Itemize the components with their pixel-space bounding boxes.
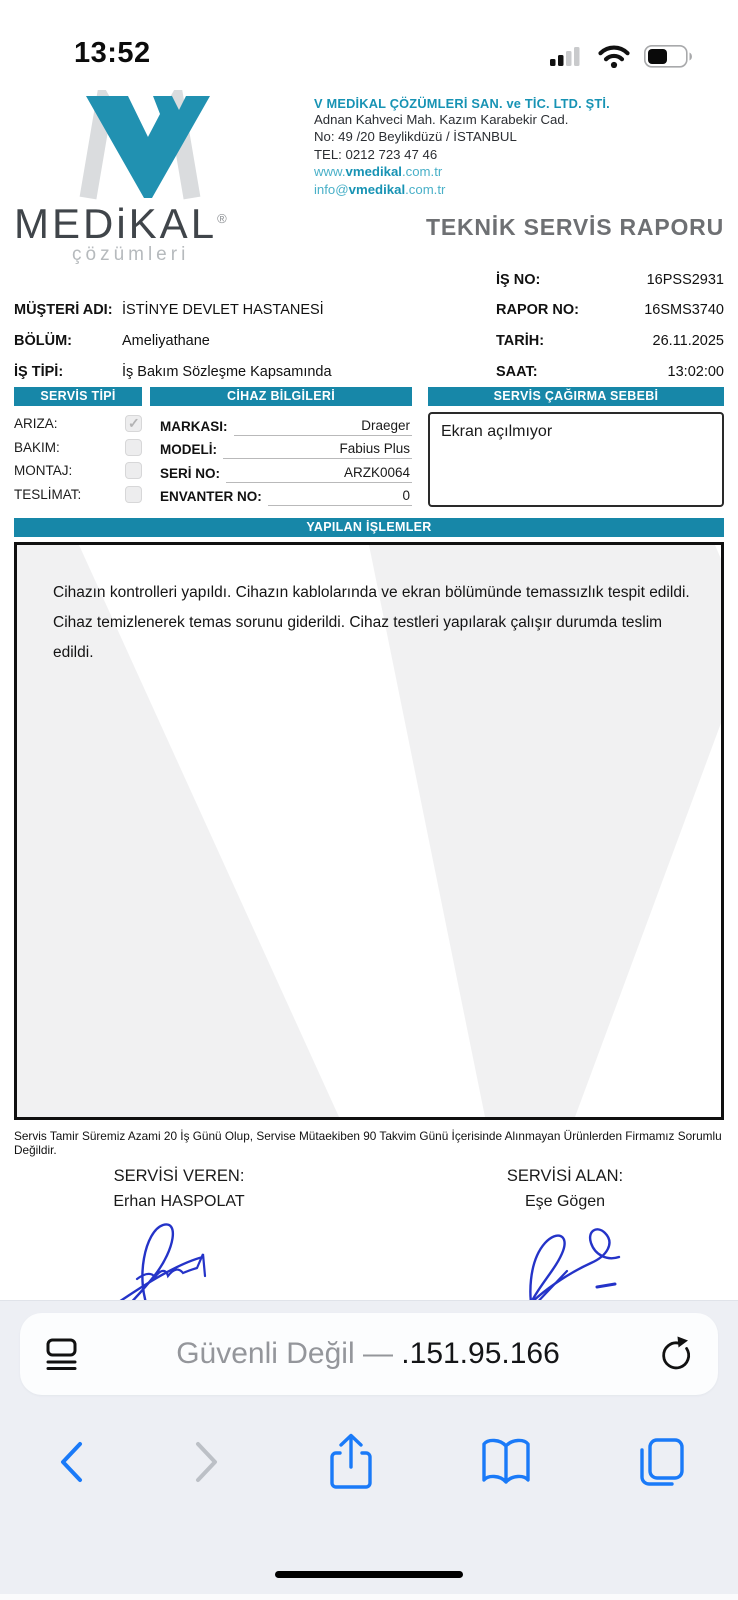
date-label: TARİH: [496, 332, 545, 349]
cellular-signal-icon [550, 46, 584, 68]
department-label: BÖLÜM: [14, 332, 72, 349]
share-icon[interactable] [328, 1433, 374, 1491]
service-type-row [14, 459, 142, 483]
section-device-info: CİHAZ BİLGİLERİ [150, 387, 412, 406]
customer-value: İSTİNYE DEVLET HASTANESİ [122, 301, 324, 318]
time-label: SAAT: [496, 363, 538, 380]
job-type-value: İş Bakım Sözleşme Kapsamında [122, 363, 332, 380]
tabs-icon[interactable] [638, 1436, 686, 1488]
back-button[interactable] [56, 1437, 86, 1487]
model-label: MODELİ: [160, 442, 217, 457]
ariza-checkbox[interactable] [125, 415, 142, 432]
job-type-label: İŞ TİPİ: [14, 363, 64, 380]
brand-label: MARKASI: [160, 418, 228, 434]
report-title: TEKNİK SERVİS RAPORU [425, 214, 724, 241]
url-host: .151.95.166 [401, 1337, 560, 1370]
serial-value: ARZK0064 [226, 465, 412, 483]
home-indicator[interactable] [275, 1571, 463, 1578]
montaj-checkbox[interactable] [125, 462, 142, 479]
service-type-row [14, 412, 142, 436]
safari-bottom-chrome [0, 1300, 738, 1600]
operations-box [14, 542, 724, 1120]
battery-icon [644, 45, 694, 68]
company-website-link[interactable]: www.vmedikal.com.tr [314, 164, 443, 180]
device-row [160, 459, 412, 483]
company-address-1: Adnan Kahveci Mah. Kazım Karabekir Cad. [314, 112, 569, 127]
company-logo [14, 88, 314, 265]
page-settings-icon[interactable] [46, 1337, 78, 1371]
meta-row-customer [14, 294, 724, 325]
safari-toolbar [0, 1433, 738, 1491]
company-address-2: No: 49 /20 Beylikdüzü / İSTANBUL [314, 129, 517, 145]
montaj-label: MONTAJ: [14, 463, 73, 479]
bakim-label: BAKIM: [14, 439, 60, 455]
bookmarks-icon[interactable] [480, 1436, 532, 1488]
service-type-row [14, 436, 142, 460]
logo-tagline: çözümleri [72, 244, 190, 265]
section-call-reason: SERVİS ÇAĞIRMA SEBEBİ [428, 387, 724, 406]
device-row [160, 412, 412, 436]
receiver-label: SERVİSİ ALAN: [506, 1167, 624, 1185]
status-bar [0, 0, 738, 78]
service-type-column [14, 412, 142, 512]
company-email-link[interactable]: info@vmedikal.com.tr [314, 181, 446, 197]
section-service-type: SERVİS TİPİ [14, 387, 142, 406]
serial-label: SERİ NO: [160, 465, 221, 481]
company-info [314, 88, 724, 258]
service-provider-block [14, 1167, 344, 1300]
device-info-column [150, 412, 412, 512]
service-report-document [0, 78, 738, 1300]
teslimat-checkbox[interactable] [125, 486, 142, 503]
date-value: 26.11.2025 [652, 332, 724, 349]
signatures [14, 1167, 724, 1300]
service-type-row [14, 483, 142, 507]
bakim-checkbox[interactable] [125, 439, 142, 456]
meta-row-isno [14, 266, 724, 294]
is-no-value: 16PSS2931 [646, 272, 724, 288]
is-no-label: İŞ NO: [496, 272, 541, 288]
report-no-label: RAPOR NO: [496, 301, 579, 318]
meta-row-department [14, 325, 724, 356]
provider-signature [79, 1213, 279, 1300]
section-header-bars [14, 387, 724, 406]
call-reason-box: Ekran açılmıyor [428, 412, 724, 507]
vm-logo-icon [60, 90, 220, 200]
bottom-strip [0, 1594, 738, 1600]
call-reason-column [428, 412, 724, 512]
brand-value: Draeger [234, 418, 413, 436]
provider-name: Erhan HASPOLAT [113, 1193, 245, 1210]
teslimat-label: TESLİMAT: [14, 486, 82, 502]
provider-label: SERVİSİ VEREN: [113, 1167, 245, 1185]
device-row [160, 436, 412, 460]
security-warning: Güvenli Değil — [176, 1337, 402, 1370]
document-header [14, 88, 724, 265]
section-operations: YAPILAN İŞLEMLER [14, 518, 724, 537]
company-name: V MEDİKAL ÇÖZÜMLERİ SAN. ve TİC. LTD. ŞTİ. [314, 96, 610, 111]
receiver-name: Eşe Gögen [524, 1193, 606, 1210]
report-no-value: 16SMS3740 [644, 301, 724, 318]
receiver-signature [465, 1213, 665, 1300]
operations-text: Cihazın kontrolleri yapıldı. Cihazın kablolarında ve ekran bölümünde temassızlık tespit edildi. Cihaz temizlenerek temas sorunu giderildi. Cihaz testleri yapılarak çalışır durumda teslim edildi. [53, 584, 690, 662]
forward-button[interactable] [192, 1437, 222, 1487]
meta-row-jobtype [14, 356, 724, 387]
form-body [14, 412, 724, 512]
reload-icon[interactable] [658, 1335, 692, 1373]
company-phone: TEL: 0212 723 47 46 [314, 146, 438, 162]
service-receiver-block [420, 1167, 710, 1300]
time-value: 13:02:00 [667, 363, 724, 380]
department-value: Ameliyathane [122, 332, 210, 349]
status-icons [550, 45, 694, 70]
registered-mark: ® [217, 211, 227, 226]
model-value: Fabius Plus [223, 441, 412, 459]
address-bar[interactable] [20, 1313, 718, 1395]
status-time: 13:52 [74, 37, 151, 69]
url-text[interactable] [78, 1337, 658, 1371]
device-row [160, 483, 412, 507]
ariza-label: ARIZA: [14, 416, 58, 432]
customer-label: MÜŞTERİ ADI: [14, 301, 113, 318]
logo-wordmark: MEDiKAL® [14, 200, 227, 247]
inventory-value: 0 [268, 488, 412, 506]
wifi-icon [598, 45, 630, 68]
inventory-label: ENVANTER NO: [160, 489, 262, 504]
disclaimer-text: Servis Tamir Süremiz Azami 20 İş Günü Olup, Servise Mütaekiben 90 Takvim Günü İçerisinde Alınmayan Ürünlerden Firmamız Sorumlu Değildir. [14, 1129, 722, 1157]
